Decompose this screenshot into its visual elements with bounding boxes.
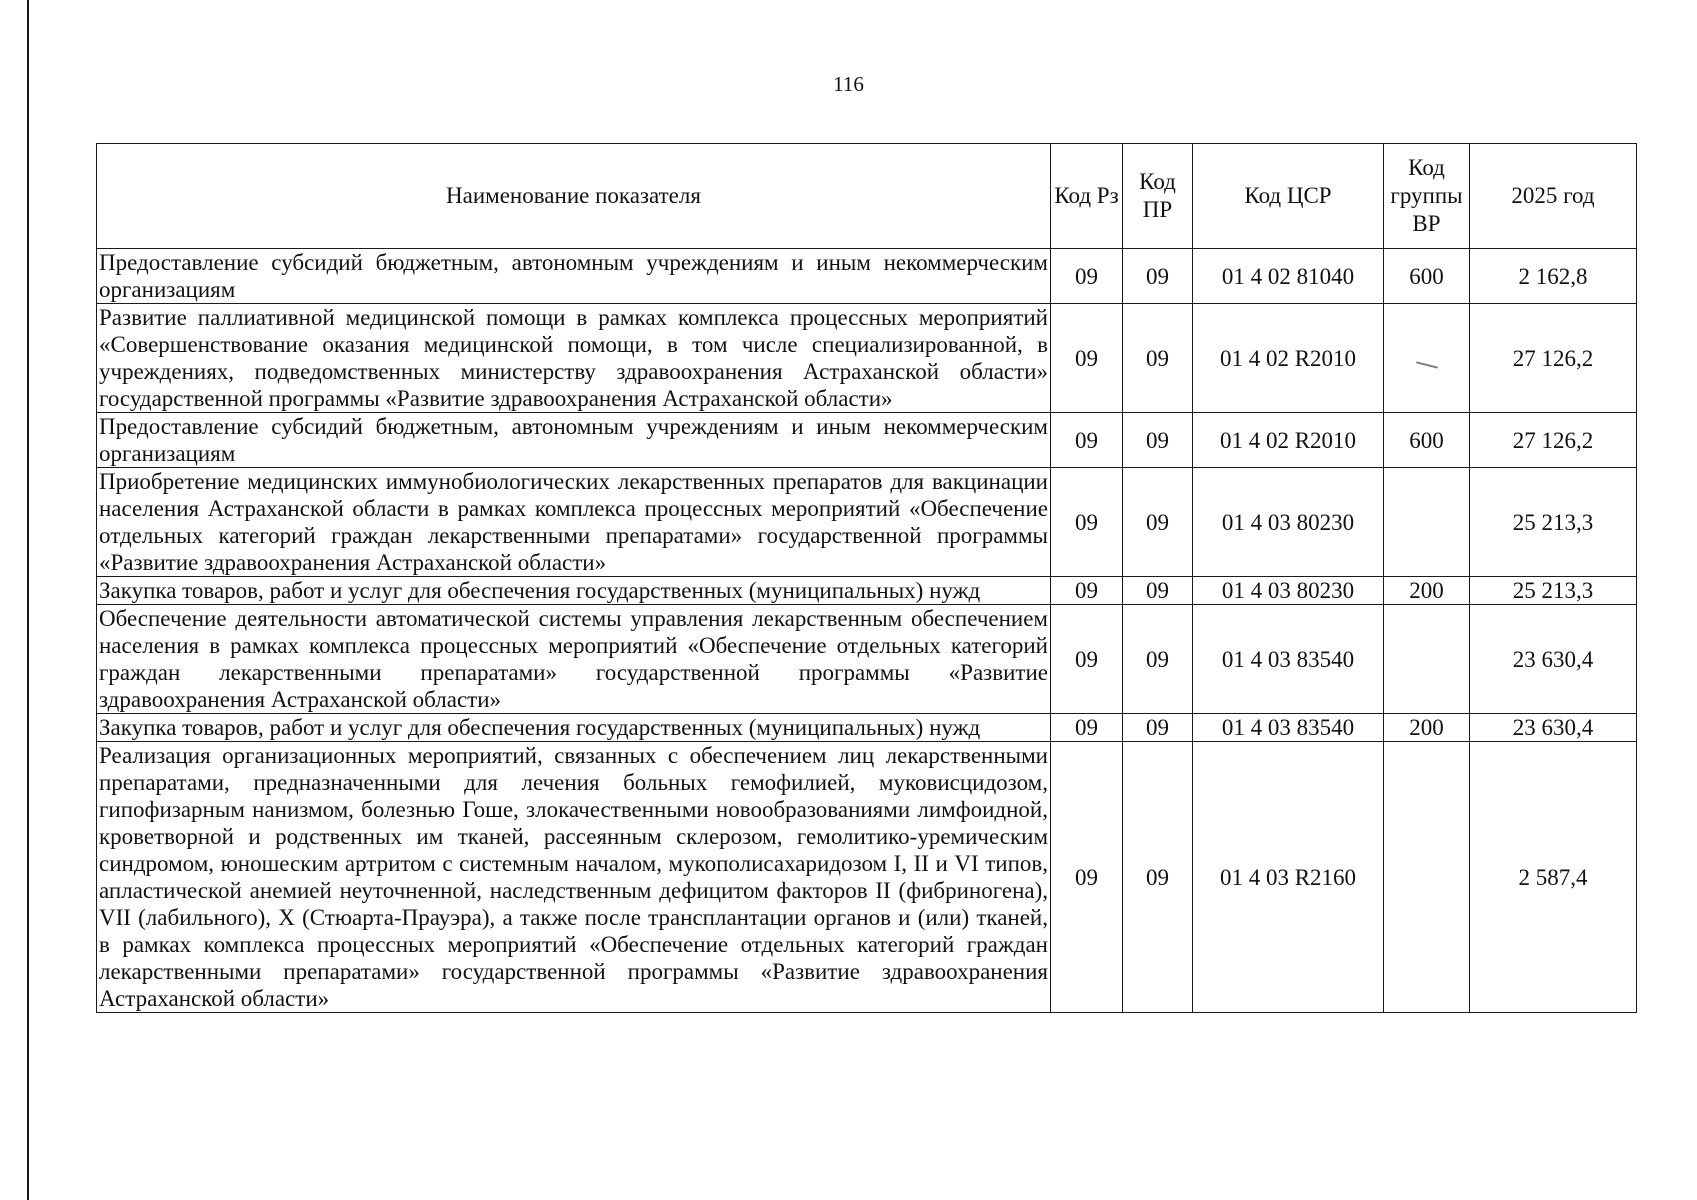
row-vr <box>1384 468 1470 577</box>
row-vr: 600 <box>1384 413 1470 468</box>
table-row <box>97 249 1637 304</box>
row-pr: 09 <box>1123 577 1193 605</box>
row-rz: 09 <box>1051 304 1123 413</box>
binding-edge-line <box>27 0 29 1200</box>
header-year: 2025 год <box>1470 144 1637 249</box>
row-name: Закупка товаров, работ и услуг для обеспечения государственных (муниципальных) нужд <box>97 714 1051 742</box>
row-pr: 09 <box>1123 468 1193 577</box>
row-pr: 09 <box>1123 304 1193 413</box>
row-csr: 01 4 03 80230 <box>1193 577 1384 605</box>
row-csr: 01 4 02 81040 <box>1193 249 1384 304</box>
header-rz: Код Рз <box>1051 144 1123 249</box>
row-vr: 200 <box>1384 714 1470 742</box>
row-pr: 09 <box>1123 714 1193 742</box>
header-name: Наименование показателя <box>97 144 1051 249</box>
row-vr: 200 <box>1384 577 1470 605</box>
table-row <box>97 577 1637 605</box>
row-pr: 09 <box>1123 605 1193 714</box>
row-rz: 09 <box>1051 605 1123 714</box>
row-csr: 01 4 03 83540 <box>1193 605 1384 714</box>
pen-stroke-mark <box>1416 361 1438 368</box>
row-amount: 2 587,4 <box>1470 742 1637 1013</box>
row-pr: 09 <box>1123 413 1193 468</box>
row-vr <box>1384 605 1470 714</box>
table-row <box>97 605 1637 714</box>
row-pr: 09 <box>1123 742 1193 1013</box>
row-vr: 600 <box>1384 249 1470 304</box>
row-amount: 23 630,4 <box>1470 714 1637 742</box>
row-csr: 01 4 03 R2160 <box>1193 742 1384 1013</box>
row-name: Предоставление субсидий бюджетным, автономным учреждениям и иным некоммерческим организациям <box>97 249 1051 304</box>
row-pr: 09 <box>1123 249 1193 304</box>
row-name: Закупка товаров, работ и услуг для обеспечения государственных (муниципальных) нужд <box>97 577 1051 605</box>
row-name: Реализация организационных мероприятий, связанных с обеспечением лиц лекарственными препаратами, предназначенными для лечения больных гемофилией, муковисцидозом, гипофизарным нанизмом, болезнью Гоше, злокачественными новообразованиями лимфоидной, кроветворной и родственных им тканей, рассеянным склерозом, гемолитико-уремическим синдромом, юношеским артритом с системным началом, мукополисахаридозом I, II и VI типов, апластической анемией неуточненной, наследственным дефицитом факторов II (фибриногена), VII (лабильного), X (Стюарта-Прауэра), а также после трансплантации органов и (или) тканей, в рамках комплекса процессных мероприятий «Обеспечение отдельных категорий граждан лекарственными препаратами» государственной программы «Развитие здравоохранения Астраханской области» <box>97 742 1051 1013</box>
table-header-row <box>97 144 1637 249</box>
header-vr: Код группы ВР <box>1384 144 1470 249</box>
row-vr <box>1384 742 1470 1013</box>
row-csr: 01 4 03 83540 <box>1193 714 1384 742</box>
row-amount: 2 162,8 <box>1470 249 1637 304</box>
row-rz: 09 <box>1051 413 1123 468</box>
row-rz: 09 <box>1051 577 1123 605</box>
row-name: Обеспечение деятельности автоматической системы управления лекарственным обеспечением населения в рамках комплекса процессных мероприятий «Обеспечение отдельных категорий граждан лекарственными препаратами» государственной программы «Развитие здравоохранения Астраханской области» <box>97 605 1051 714</box>
table-row <box>97 304 1637 413</box>
table-row <box>97 468 1637 577</box>
row-rz: 09 <box>1051 468 1123 577</box>
row-name: Приобретение медицинских иммунобиологических лекарственных препаратов для вакцинации населения Астраханской области в рамках комплекса процессных мероприятий «Обеспечение отдельных категорий граждан лекарственными препаратами» государственной программы «Развитие здравоохранения Астраханской области» <box>97 468 1051 577</box>
table-row <box>97 413 1637 468</box>
row-amount: 27 126,2 <box>1470 413 1637 468</box>
row-rz: 09 <box>1051 714 1123 742</box>
row-amount: 25 213,3 <box>1470 577 1637 605</box>
row-amount: 23 630,4 <box>1470 605 1637 714</box>
row-csr: 01 4 02 R2010 <box>1193 304 1384 413</box>
row-amount: 25 213,3 <box>1470 468 1637 577</box>
header-csr: Код ЦСР <box>1193 144 1384 249</box>
table-row <box>97 742 1637 1013</box>
page-number: 116 <box>833 72 864 96</box>
table-row <box>97 714 1637 742</box>
row-name: Предоставление субсидий бюджетным, автономным учреждениям и иным некоммерческим организациям <box>97 413 1051 468</box>
row-csr: 01 4 02 R2010 <box>1193 413 1384 468</box>
row-amount: 27 126,2 <box>1470 304 1637 413</box>
row-vr <box>1384 304 1470 413</box>
budget-table <box>96 143 1637 1013</box>
row-csr: 01 4 03 80230 <box>1193 468 1384 577</box>
row-rz: 09 <box>1051 742 1123 1013</box>
row-rz: 09 <box>1051 249 1123 304</box>
row-name: Развитие паллиативной медицинской помощи в рамках комплекса процессных мероприятий «Совершенствование оказания медицинской помощи, в том числе специализированной, в учреждениях, подведомственных министерству здравоохранения Астраханской области» государственной программы «Развитие здравоохранения Астраханской области» <box>97 304 1051 413</box>
header-pr: Код ПР <box>1123 144 1193 249</box>
